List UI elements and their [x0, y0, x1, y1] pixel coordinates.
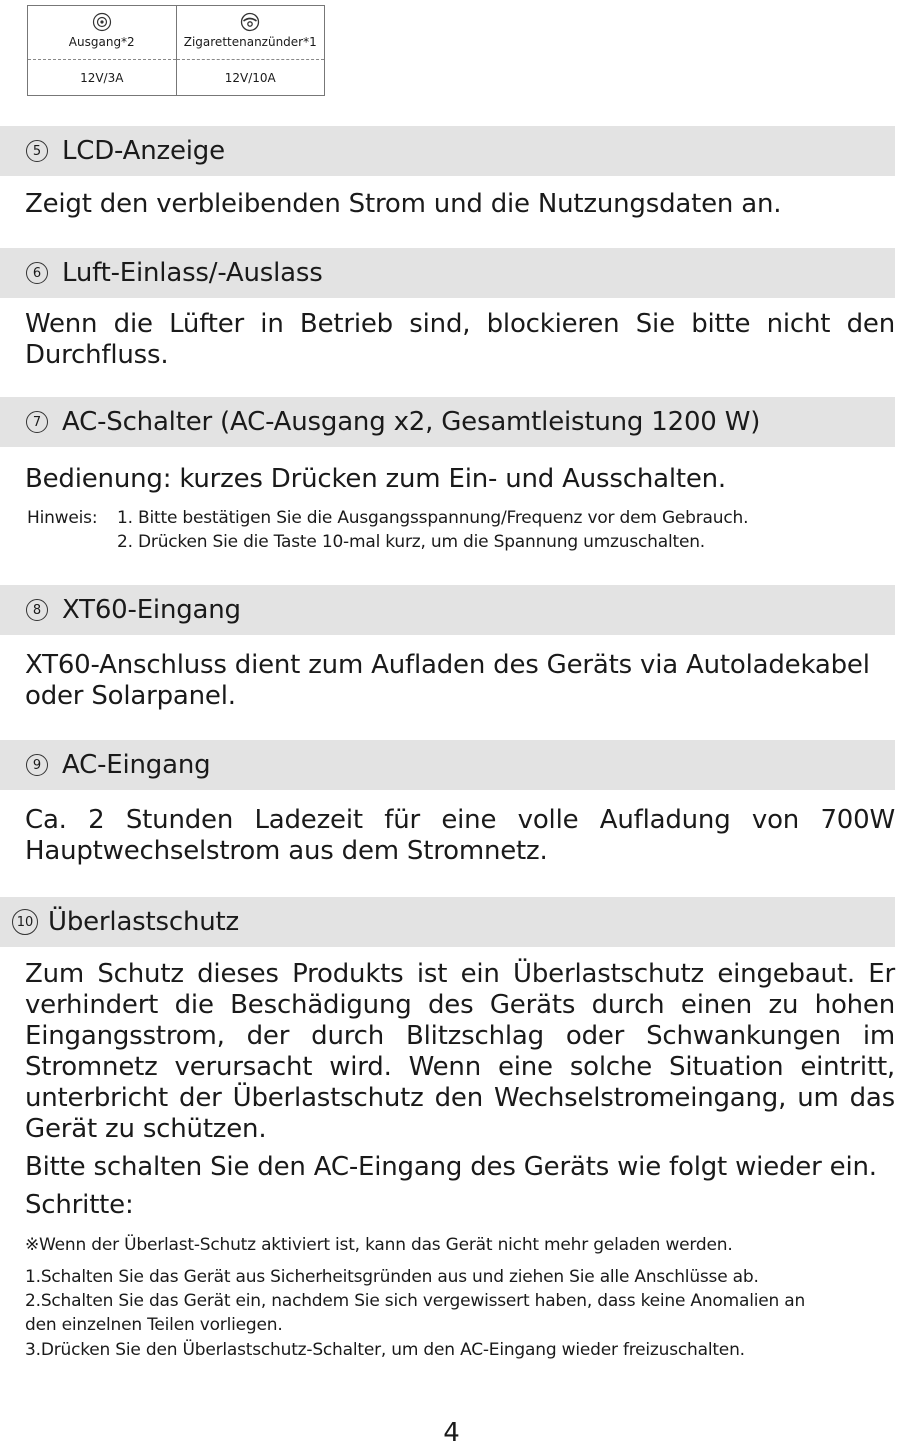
- section-title: XT60-Eingang: [62, 595, 241, 625]
- overload-warning: ※Wenn der Überlast-Schutz aktiviert ist, kann das Gerät nicht mehr geladen werden.: [25, 1235, 733, 1255]
- spec-label: Zigarettenanzünder*1: [183, 35, 317, 49]
- section-header-ac-input: [0, 740, 895, 790]
- spec-column-output: [28, 6, 176, 95]
- note-line: 2. Drücken Sie die Taste 10-mal kurz, um die Spannung umzuschalten.: [117, 532, 705, 552]
- usb-output-icon: [92, 12, 112, 32]
- section-header-lcd: [0, 126, 895, 176]
- note-label: Hinweis:: [27, 508, 98, 528]
- section-title: Luft-Einlass/-Auslass: [62, 258, 323, 288]
- section-number: 9: [26, 754, 48, 776]
- section-header-ac-switch: [0, 397, 895, 447]
- section-number: 7: [26, 411, 48, 433]
- section-text: Wenn die Lüfter in Betrieb sind, blockieren Sie bitte nicht den Durchfluss.: [25, 309, 895, 370]
- spec-label: Ausgang*2: [68, 35, 135, 49]
- cigarette-lighter-icon: [239, 12, 261, 32]
- section-text: Ca. 2 Stunden Ladezeit für eine volle Aufladung von 700W Hauptwechselstrom aus dem Stromnetz.: [25, 805, 895, 866]
- reset-text: Bitte schalten Sie den AC-Eingang des Geräts wie folgt wieder ein.: [25, 1152, 877, 1182]
- step-item: 2.Schalten Sie das Gerät ein, nachdem Sie sich vergewissert haben, dass keine Anomalien an: [25, 1291, 806, 1311]
- step-item: 1.Schalten Sie das Gerät aus Sicherheitsgründen aus und ziehen Sie alle Anschlüsse ab.: [25, 1267, 759, 1287]
- section-title: AC-Schalter (AC-Ausgang x2, Gesamtleistung 1200 W): [62, 407, 761, 437]
- section-header-xt60: [0, 585, 895, 635]
- section-number: 10: [12, 909, 38, 935]
- section-title: LCD-Anzeige: [62, 136, 225, 166]
- note-line: 1. Bitte bestätigen Sie die Ausgangsspannung/Frequenz vor dem Gebrauch.: [117, 508, 749, 528]
- steps-label: Schritte:: [25, 1190, 134, 1220]
- spec-column-cigarette: [176, 6, 325, 95]
- page-number: 4: [443, 1418, 460, 1448]
- step-item: 3.Drücken Sie den Überlastschutz-Schalter, um den AC-Eingang wieder freizuschalten.: [25, 1340, 745, 1360]
- spec-value: 12V/10A: [224, 70, 276, 85]
- section-header-air: [0, 248, 895, 298]
- section-title: AC-Eingang: [62, 750, 211, 780]
- section-title: Überlastschutz: [48, 907, 239, 937]
- section-text: Bedienung: kurzes Drücken zum Ein- und Ausschalten.: [25, 464, 726, 494]
- section-text: XT60-Anschluss dient zum Aufladen des Geräts via Autoladekabel oder Solarpanel.: [25, 650, 870, 711]
- spec-value: 12V/3A: [80, 70, 124, 85]
- ports-spec-table: [27, 5, 325, 96]
- section-header-overload: [0, 897, 895, 947]
- section-number: 8: [26, 599, 48, 621]
- section-number: 5: [26, 140, 48, 162]
- step-item: den einzelnen Teilen vorliegen.: [25, 1315, 283, 1335]
- section-number: 6: [26, 262, 48, 284]
- section-text: Zeigt den verbleibenden Strom und die Nutzungsdaten an.: [25, 189, 782, 219]
- section-text: Zum Schutz dieses Produkts ist ein Überlastschutz eingebaut. Er verhindert die Beschädigung des Geräts durch einen zu hohen Eingangsstrom, der durch Blitzschlag oder Schwankungen im Stromnetz verursacht wird. Wenn eine solche Situation eintritt, unterbricht der Überlastschutz den Wechselstromeingang, um das Gerät zu schützen.: [25, 959, 895, 1144]
